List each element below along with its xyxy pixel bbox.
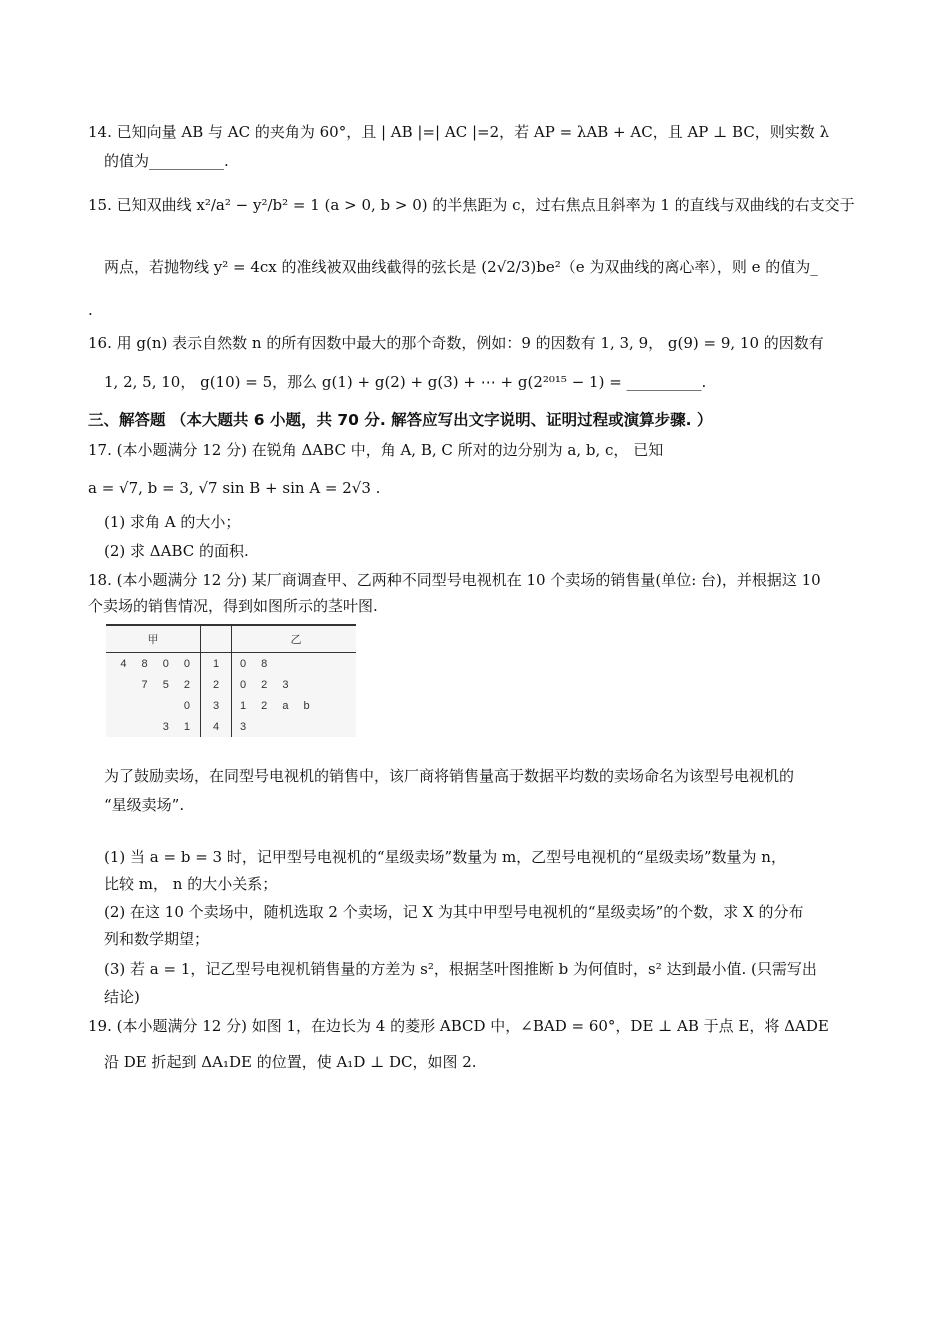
q18-line2: 个卖场的销售情况，得到如图所示的茎叶图. [88, 597, 378, 615]
q14-line1: 14. 已知向量 AB 与 AC 的夹角为 60°，且 | AB |=| AC |=2，若 AP = λAB + AC，且 AP ⊥ BC，则实数 λ [88, 123, 830, 141]
stemleaf-right-leaves: 3 [240, 720, 253, 733]
stem-leaf-plot [106, 624, 356, 737]
q19-line1: 19. (本小题满分 12 分) 如图 1，在边长为 4 的菱形 ABCD 中，∠BAD = 60°，DE ⊥ AB 于点 E，将 ΔADE [88, 1017, 829, 1035]
q17-part1: (1) 求角 A 的大小； [104, 513, 241, 531]
q17-line2: a = √7, b = 3, √7 sin B + sin A = 2√3 . [88, 479, 381, 497]
stemleaf-left-leaves: 4 8 0 0 [120, 657, 196, 670]
q15-line3: . [88, 301, 93, 319]
stemleaf-left-leaves: 3 1 [162, 720, 196, 733]
q16-line1: 16. 用 g(n) 表示自然数 n 的所有因数中最大的那个奇数，例如：9 的因数有 1, 3, 9， g(9) = 9, 10 的因数有 [88, 334, 824, 352]
q15-line2: 两点，若抛物线 y² = 4cx 的准线被双曲线截得的弦长是 (2√2/3)be²（e 为双曲线的离心率），则 e 的值为_ [104, 258, 818, 276]
stemleaf-right-leaves: 0 8 [240, 657, 274, 670]
q18-desc2: “星级卖场”. [104, 796, 185, 814]
stemleaf-left-leaves: 0 [183, 699, 196, 712]
q17-part2: (2) 求 ΔABC 的面积. [104, 542, 249, 560]
stemleaf-header-right: 乙 [232, 625, 357, 653]
q16-line2: 1, 2, 5, 10， g(10) = 5，那么 g(1) + g(2) + g(3) + ⋯ + g(2²⁰¹⁵ − 1) = __________. [104, 373, 707, 391]
stemleaf-row [106, 716, 356, 737]
stemleaf-right-leaves: 1 2 a b [240, 699, 316, 712]
q14-line2: 的值为__________. [104, 152, 229, 170]
q15-line1: 15. 已知双曲线 x²/a² − y²/b² = 1 (a > 0, b > 0) 的半焦距为 c，过右焦点且斜率为 1 的直线与双曲线的右支交于 [88, 196, 855, 214]
stemleaf-left-leaves: 7 5 2 [141, 678, 196, 691]
stemleaf-stem: 4 [201, 716, 232, 737]
q18-line1: 18. (本小题满分 12 分) 某厂商调查甲、乙两种不同型号电视机在 10 个卖场的销售量(单位: 台)，并根据这 10 [88, 571, 821, 589]
stemleaf-header-stem [201, 625, 232, 653]
q17-line1: 17. (本小题满分 12 分) 在锐角 ΔABC 中，角 A, B, C 所对的边分别为 a, b, c， 已知 [88, 441, 664, 459]
stemleaf-row [106, 653, 356, 675]
stemleaf-row [106, 674, 356, 695]
stemleaf-stem: 2 [201, 674, 232, 695]
q18-desc1: 为了鼓励卖场，在同型号电视机的销售中，该厂商将销售量高于数据平均数的卖场命名为该型号电视机的 [104, 767, 795, 785]
q18-part3b: 结论) [104, 988, 140, 1006]
q19-line2: 沿 DE 折起到 ΔA₁DE 的位置，使 A₁D ⊥ DC，如图 2. [104, 1053, 477, 1071]
q18-part1a: (1) 当 a = b = 3 时，记甲型号电视机的“星级卖场”数量为 m，乙型号电视机的“星级卖场”数量为 n， [104, 848, 786, 866]
stemleaf-stem: 3 [201, 695, 232, 716]
q18-part1b: 比较 m， n 的大小关系； [104, 875, 278, 893]
q18-part3a: (3) 若 a = 1，记乙型号电视机销售量的方差为 s²，根据茎叶图推断 b 为何值时，s² 达到最小值. (只需写出 [104, 960, 817, 978]
q18-part2a: (2) 在这 10 个卖场中，随机选取 2 个卖场，记 X 为其中甲型号电视机的“星级卖场”的个数，求 X 的分布 [104, 903, 804, 921]
stemleaf-row [106, 695, 356, 716]
stemleaf-header-left: 甲 [106, 625, 201, 653]
section-3-heading: 三、解答题 （本大题共 6 小题，共 70 分. 解答应写出文字说明、证明过程或演算步骤. ） [88, 411, 713, 429]
q18-part2b: 列和数学期望； [104, 930, 210, 948]
stemleaf-stem: 1 [201, 653, 232, 675]
stemleaf-right-leaves: 0 2 3 [240, 678, 295, 691]
